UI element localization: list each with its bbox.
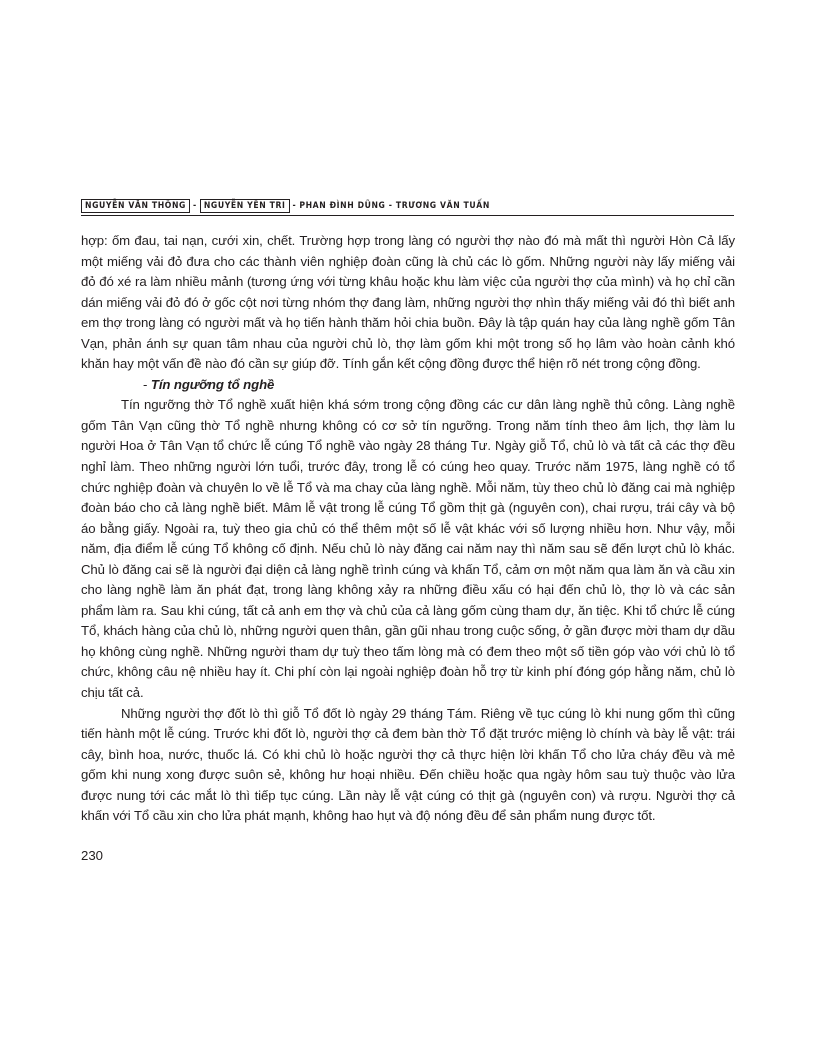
header-separator: - — [193, 200, 197, 211]
heading-dash: - — [143, 376, 151, 392]
header-other-authors: PHAN ĐÌNH DŨNG - TRƯƠNG VĂN TUẤN — [299, 200, 490, 211]
paragraph: Những người thợ đốt lò thì giỗ Tổ đốt lò ngày 29 tháng Tám. Riêng về tục cúng lò khi nung gốm thì cũng tiến hành một lễ cúng. Trước khi đốt lò, người thợ cả đem bàn thờ Tổ đặt trước miệng lò chính và bày lễ vật: trái cây, bình hoa, nước, thuốc lá. Có khi chủ lò hoặc người thợ cả thực hiện lời khấn Tổ cho lửa cháy đều và mẻ gốm khi nung xong được suôn sẻ, không hư hoại nhiều. Đến chiều hoặc qua ngày hôm sau tuỳ thuộc vào lửa được nung tới các mắt lò thì tiếp tục cúng. Lần này lễ vật cúng có thịt gà (nguyên con) và rượu. Người thợ cả khấn với Tổ cầu xin cho lửa phát mạnh, không hao hụt và độ nóng đều để sản phẩm nung được tốt. — [81, 705, 735, 824]
paragraph-continued: hợp: ốm đau, tai nạn, cưới xin, chết. Trường hợp trong làng có người thợ nào đó mà mất thì người Hòn Cả lấy một miếng vải đỏ đưa cho các thành viên nghiệp đoàn cũng là chủ các lò gốm. Những người này lấy miếng vải đỏ đó xé ra làm nhiều mảnh (tương ứng với từng khâu hoặc khu làm việc của người thợ của mình) và họ chỉ cần dán miếng vải đỏ đó ở gốc cột nơi từng nhóm thợ đang làm, những người thợ nhìn thấy miếng vải đó thì biết anh em thợ trong làng có người mất và họ tiến hành thăm hỏi chia buồn. Đây là tập quán hay của làng nghề gốm Tân Vạn, phản ánh sự quan tâm nhau của người chủ lò, thợ làm gốm khi một trong số họ lâm vào hoàn cảnh khó khăn hay một vấn đề nào đó cần sự giúp đỡ. Tính gắn kết cộng đồng được thể hiện rõ nét trong cộng đồng. — [81, 233, 735, 372]
header-author-2: NGUYỄN YÊN TRI — [200, 199, 290, 213]
page-body — [81, 231, 735, 827]
section-heading — [81, 375, 735, 396]
page-number: 230 — [81, 848, 104, 863]
heading-text: Tín ngưỡng tổ nghề — [150, 376, 275, 392]
running-header — [81, 196, 734, 216]
header-author-1: NGUYỄN VĂN THÔNG — [81, 199, 190, 213]
header-separator: - — [292, 200, 297, 211]
paragraph: Tín ngưỡng thờ Tổ nghề xuất hiện khá sớm trong cộng đồng các cư dân làng nghề thủ công. Làng nghề gốm Tân Vạn cũng thờ Tổ nghề nhưng không có cơ sở tín ngưỡng. Trong năm tính theo âm lịch, thợ làm lu người Hoa ở Tân Vạn tổ chức lễ cúng Tổ nghề vào ngày 28 tháng Tư. Ngày giỗ Tổ, chủ lò và tất cả các thợ đều nghỉ làm. Theo những người lớn tuổi, trước đây, trong lễ có cúng heo quay. Trước năm 1975, làng nghề có tổ chức nghiệp đoàn và chuyên lo về lễ Tổ và ma chay của làng nghề. Mỗi năm, tùy theo chủ lò đăng cai mà nghiệp đoàn báo cho cả làng nghề biết. Mâm lễ vật trong lễ cúng Tổ gồm thịt gà (nguyên con), chai rượu, trái cây và bộ áo bằng giấy. Ngoài ra, tuỳ theo gia chủ có thể thêm một số lễ vật khác với số lượng nhiều hơn. Như vậy, mỗi năm, địa điểm lễ cúng Tổ không cố định. Nếu chủ lò này đăng cai năm nay thì năm sau sẽ đến lượt chủ lò khác. Chủ lò đăng cai sẽ là người đại diện cả làng nghề trình cúng và khấn Tổ, cảm ơn một năm qua làm ăn và cầu xin cho làng nghề làm ăn phát đạt, trong làng không xảy ra những điều xấu có hại đến chủ lò, thợ lò và các sản phẩm làm ra. Sau khi cúng, tất cả anh em thợ và chủ của cả làng gốm cùng tham dự, ăn tiệc. Khi tổ chức lễ cúng Tổ, khách hàng của chủ lò, những người quen thân, gần gũi nhau trong cuộc sống, ở gần được mời tham dự dầu họ không cùng nghề. Những người tham dự tuỳ theo tấm lòng mà có đem theo một số tiền góp vào với chủ lò tổ chức, không câu nệ nhiều hay ít. Chi phí còn lại ngoài nghiệp đoàn hỗ trợ từ kinh phí đóng góp hằng năm, chủ lò chịu tất cả. — [81, 397, 735, 701]
